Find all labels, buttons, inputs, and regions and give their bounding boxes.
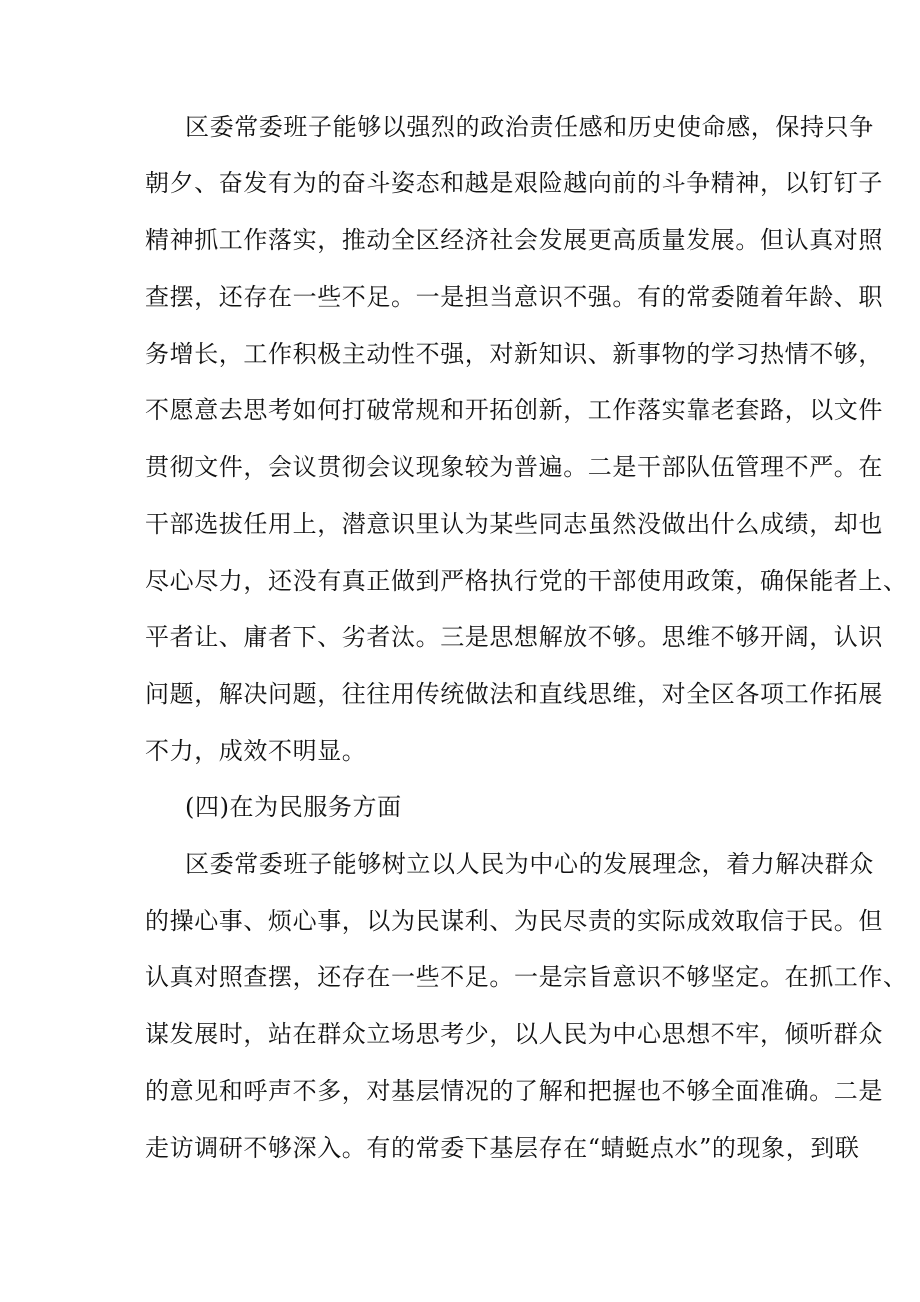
paragraph-1-line-12: 不力，成效不明显。 [145,737,367,765]
paragraph-1-line-1: 区委常委班子能够以强烈的政治责任感和历史使命感，保持只争 [185,113,874,141]
section-heading: (四)在为民服务方面 [185,793,402,821]
paragraph-2-line-3: 认真对照查摆，还存在一些不足。一是宗旨意识不够坚定。在抓工作、 [145,963,908,991]
paragraph-1-line-5: 务增长，工作积极主动性不强，对新知识、新事物的学习热情不够， [145,340,883,368]
paragraph-1-line-6: 不愿意去思考如何打破常规和开拓创新，工作落实靠老套路，以文件 [145,396,883,424]
paragraph-1-line-11: 问题，解决问题，往往用传统做法和直线思维，对全区各项工作拓展 [145,680,883,708]
paragraph-2-line-5: 的意见和呼声不多，对基层情况的了解和把握也不够全面准确。二是 [145,1077,883,1105]
paragraph-2-line-6: 走访调研不够深入。有的常委下基层存在“蜻蜓点水”的现象，到联 [145,1134,860,1162]
paragraph-1-line-10: 平者让、庸者下、劣者汰。三是思想解放不够。思维不够开阔，认识 [145,623,883,651]
paragraph-1-line-7: 贯彻文件，会议贯彻会议现象较为普遍。二是干部队伍管理不严。在 [145,453,883,481]
paragraph-2-line-4: 谋发展时，站在群众立场思考少，以人民为中心思想不牢，倾听群众 [145,1020,883,1048]
paragraph-1-line-9: 尽心尽力，还没有真正做到严格执行党的干部使用政策，确保能者上、 [145,567,908,595]
paragraph-2-line-2: 的操心事、烦心事，以为民谋利、为民尽责的实际成效取信于民。但 [145,907,883,935]
paragraph-1-line-4: 查摆，还存在一些不足。一是担当意识不强。有的常委随着年龄、职 [145,283,883,311]
paragraph-1-line-2: 朝夕、奋发有为的奋斗姿态和越是艰险越向前的斗争精神，以钉钉子 [145,169,883,197]
paragraph-1-line-3: 精神抓工作落实，推动全区经济社会发展更高质量发展。但认真对照 [145,226,883,254]
paragraph-1-line-8: 干部选拔任用上，潜意识里认为某些同志虽然没做出什么成绩，却也 [145,510,883,538]
paragraph-2-line-1: 区委常委班子能够树立以人民为中心的发展理念，着力解决群众 [185,850,874,878]
